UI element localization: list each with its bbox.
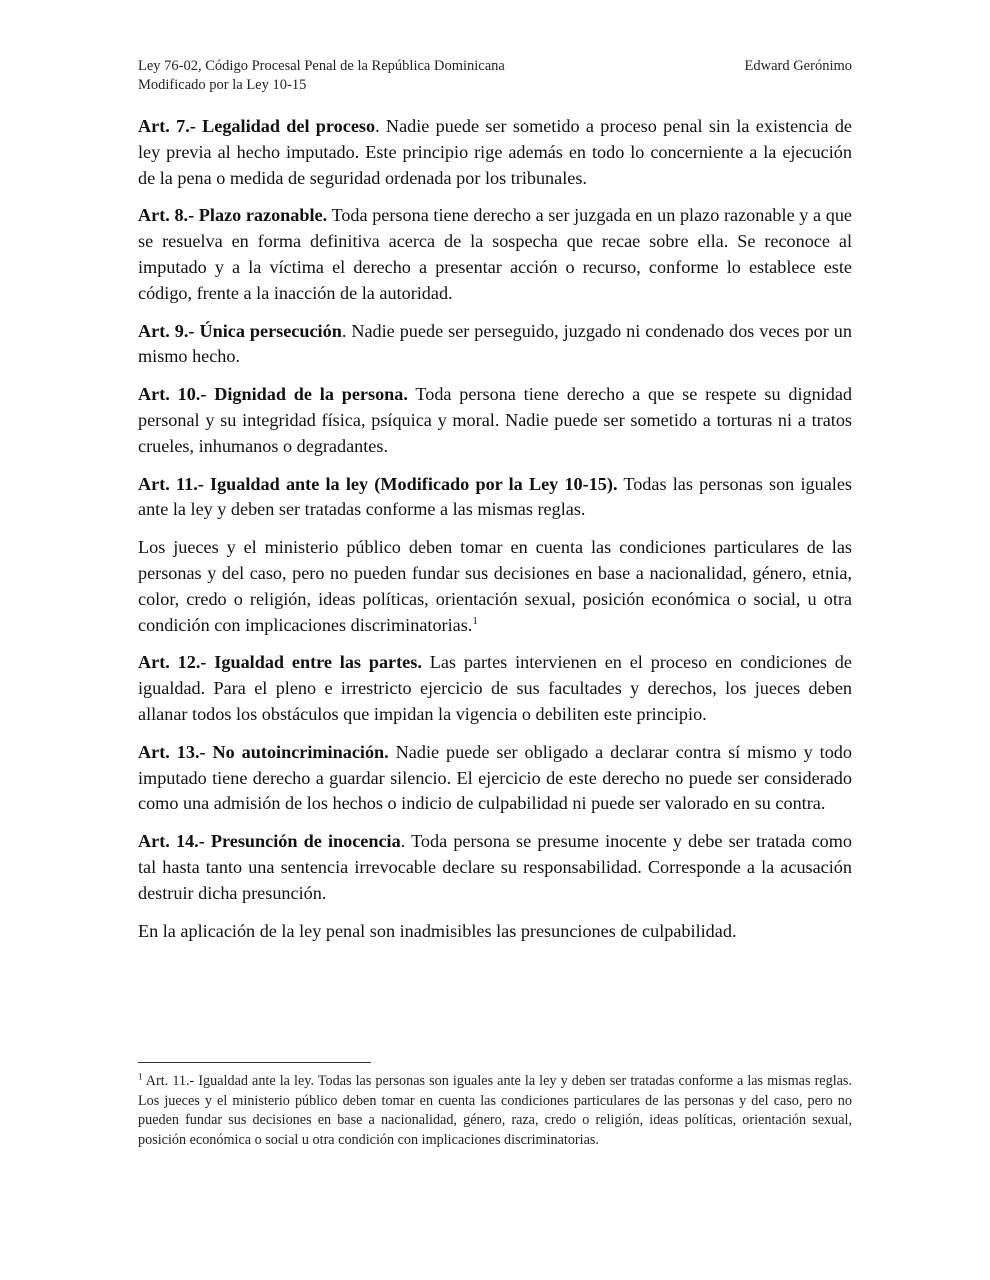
article-8 bbox=[138, 203, 852, 306]
article-11-paragraph-2 bbox=[138, 535, 852, 638]
header-author: Edward Gerónimo bbox=[744, 58, 852, 74]
article-heading: Art. 8.- Plazo razonable. bbox=[138, 205, 328, 226]
article-text: Toda persona tiene derecho a ser juzgada en un plazo razonable y a que se resuelva en forma definitiva acerca de la sospecha que recae sobre ella. Se reconoce al imputado y a la víctima el derecho a presentar acción o recurso, conforme lo establece este código, frente a la inacción de la autoridad. bbox=[138, 205, 852, 303]
article-text: En la aplicación de la ley penal son inadmisibles las presunciones de culpabilidad. bbox=[138, 920, 737, 941]
article-text: . Nadie puede ser perseguido, juzgado ni condenado dos veces por un mismo hecho. bbox=[138, 320, 852, 367]
footnote-divider bbox=[138, 1062, 371, 1063]
page-header bbox=[138, 57, 852, 95]
article-9 bbox=[138, 319, 852, 371]
footnote-reference[interactable]: 1 bbox=[472, 614, 478, 627]
document-page bbox=[138, 0, 852, 1280]
article-12 bbox=[138, 650, 852, 727]
article-heading: Art. 13.- No autoincriminación. bbox=[138, 741, 389, 762]
article-heading: Art. 10.- Dignidad de la persona. bbox=[138, 384, 408, 405]
article-text: . Nadie puede ser sometido a proceso penal sin la existencia de ley previa al hecho imputado. Este principio rige además en todo lo concerniente a la ejecución de la pena o medida de seguridad ordenada por los tribunales. bbox=[138, 116, 852, 188]
article-text: . Toda persona se presume inocente y debe ser tratada como tal hasta tanto una sentencia irrevocable declare su responsabilidad. Corresponde a la acusación destruir dicha presunción. bbox=[138, 831, 852, 903]
article-heading: Art. 11.- Igualdad ante la ley (Modificado por la Ley 10-15). bbox=[138, 473, 618, 494]
article-text: Nadie puede ser obligado a declarar contra sí mismo y todo imputado tiene derecho a guardar silencio. El ejercicio de este derecho no puede ser considerado como una admisión de los hechos o indicio de culpabilidad ni puede ser valorado en su contra. bbox=[138, 741, 852, 814]
footnote bbox=[138, 1072, 852, 1150]
footnote-text: Art. 11.- Igualdad ante la ley. Todas las personas son iguales ante la ley y deben ser tratadas conforme a las mismas reglas. Los jueces y el ministerio público deben tomar en cuenta las condiciones particulares de las personas y del caso, pero no pueden fundar sus decisiones en base a nacionalidad, género, raza, credo o religión, ideas políticas, orientación sexual, posición económica o social u otra condición con implicaciones discriminatorias. bbox=[138, 1073, 852, 1148]
document-body bbox=[138, 114, 852, 956]
footnote-mark: 1 bbox=[138, 1071, 143, 1082]
article-heading: Art. 9.- Única persecución bbox=[138, 320, 342, 341]
article-text: Los jueces y el ministerio público deben tomar en cuenta las condiciones particulares de las personas y del caso, pero no pueden fundar sus decisiones en base a nacionalidad, género, etnia, color, credo o religión, ideas políticas, orientación sexual, posición económica o social, u otra condición con implicaciones discriminatorias. bbox=[138, 537, 852, 635]
article-11 bbox=[138, 472, 852, 524]
article-14-paragraph-2 bbox=[138, 919, 852, 945]
article-text: Las partes intervienen en el proceso en condiciones de igualdad. Para el pleno e irrestricto ejercicio de sus facultades y derechos, los jueces deben allanar todos los obstáculos que impidan la vigencia o debiliten este principio. bbox=[138, 652, 852, 724]
article-heading: Art. 14.- Presunción de inocencia bbox=[138, 831, 401, 852]
article-text: Toda persona tiene derecho a que se respete su dignidad personal y su integridad física, psíquica y moral. Nadie puede ser sometido a torturas ni a tratos crueles, inhumanos o degradantes. bbox=[138, 384, 852, 456]
article-text: Todas las personas son iguales ante la ley y deben ser tratadas conforme a las mismas reglas. bbox=[138, 473, 852, 520]
article-heading: Art. 12.- Igualdad entre las partes. bbox=[138, 652, 422, 673]
article-14 bbox=[138, 829, 852, 906]
article-heading: Art. 7.- Legalidad del proceso bbox=[138, 116, 376, 136]
header-subtitle: Modificado por la Ley 10-15 bbox=[138, 77, 307, 93]
article-7 bbox=[138, 114, 852, 191]
article-13 bbox=[138, 740, 852, 817]
article-10 bbox=[138, 382, 852, 459]
header-row bbox=[138, 57, 852, 76]
header-title: Ley 76-02, Código Procesal Penal de la República Dominicana bbox=[138, 58, 505, 74]
